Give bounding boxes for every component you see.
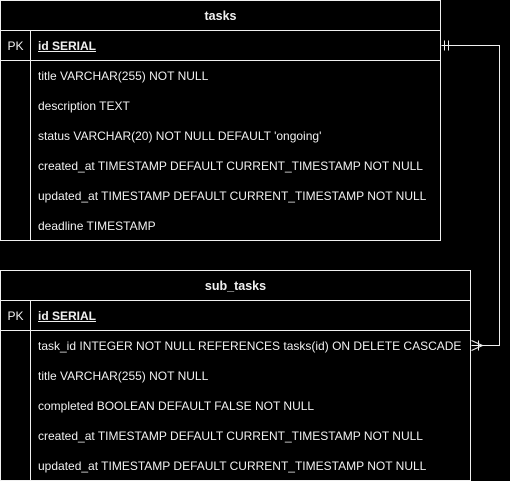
tasks-pk-label: PK: [1, 31, 31, 60]
tasks-field-description: description TEXT: [38, 99, 130, 113]
sub-tasks-pk-field: id SERIAL: [38, 308, 97, 323]
sub-tasks-field-created-at: created_at TIMESTAMP DEFAULT CURRENT_TIMESTAMP NOT NULL: [38, 429, 423, 443]
sub-tasks-field-task-id: task_id INTEGER NOT NULL REFERENCES tasks(id) ON DELETE CASCADE: [38, 339, 462, 353]
sub-tasks-pk-label: PK: [1, 301, 31, 330]
tasks-field-created-at: created_at TIMESTAMP DEFAULT CURRENT_TIMESTAMP NOT NULL: [38, 159, 423, 173]
relationship-line: [442, 46, 500, 346]
sub-tasks-field-completed: completed BOOLEAN DEFAULT FALSE NOT NULL: [38, 399, 315, 413]
tasks-field-updated-at: updated_at TIMESTAMP DEFAULT CURRENT_TIMESTAMP NOT NULL: [38, 189, 427, 203]
crowfoot-top: [472, 341, 483, 346]
sub-tasks-field-updated-at: updated_at TIMESTAMP DEFAULT CURRENT_TIMESTAMP NOT NULL: [38, 459, 427, 473]
sub-tasks-table-title: sub_tasks: [1, 271, 470, 301]
tasks-field-status: status VARCHAR(20) NOT NULL DEFAULT 'ongoing': [38, 129, 322, 143]
tasks-pk-field: id SERIAL: [38, 38, 97, 53]
sub-tasks-field-title: title VARCHAR(255) NOT NULL: [38, 369, 209, 383]
tasks-field-title: title VARCHAR(255) NOT NULL: [38, 69, 209, 83]
crowfoot-bottom: [472, 346, 483, 351]
tasks-table-title: tasks: [1, 1, 440, 31]
tasks-field-deadline: deadline TIMESTAMP: [38, 219, 156, 233]
